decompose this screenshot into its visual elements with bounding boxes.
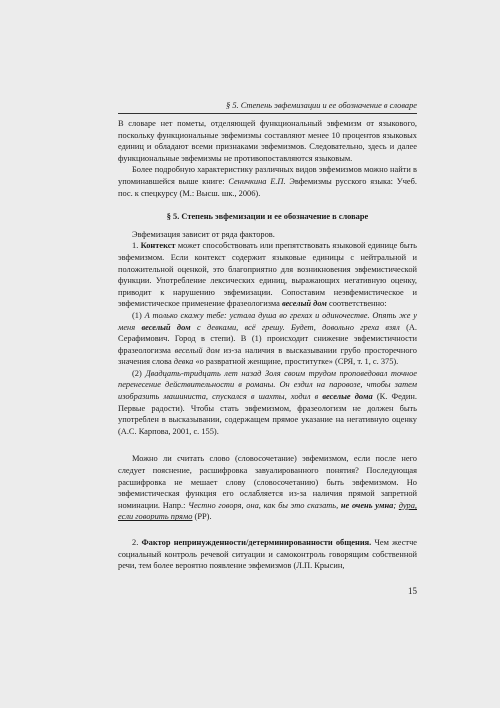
text-span: Чем жестче социальный контроль речевой ситуации и самоконтроль говорящим собственной речи, тем более вероятно появление эвфемизмов (Л.П. Крысин, bbox=[118, 538, 417, 571]
idiom-term: веселые дома bbox=[322, 392, 373, 402]
idiom-term: веселый дом bbox=[281, 299, 327, 309]
text-span: Эвфемизмы русского языка: Учеб. пос. к спецкурсу (М.: Высш. шк., 2006). bbox=[118, 176, 417, 198]
section-heading: § 5. Степень эвфемизации и ее обозначение в словаре bbox=[166, 212, 369, 222]
paragraph-intro: Эвфемизация зависит от ряда факторов. bbox=[132, 229, 275, 239]
factor-term: Контекст bbox=[140, 241, 176, 251]
paragraph-factor-informality bbox=[118, 537, 417, 572]
factor-term: Фактор непринужденности/детерминированности общения. bbox=[141, 538, 372, 547]
word-term: девка bbox=[173, 357, 194, 367]
text-span: (РР). bbox=[192, 512, 212, 522]
running-header: § 5. Степень эвфемизации и ее обозначение в словаре bbox=[226, 101, 417, 110]
text-span: (А. Серафимович. Город в степи). В (1) происходит снижение эвфемистичности фразеологизма bbox=[118, 322, 417, 355]
text-span: 1. bbox=[132, 241, 141, 251]
text-span: Можно ли считать слово (словосочетание) эвфемизмом, если после него следует пояснение, расшифровка завуалированного понятия? Последующая расшифровка не мешает слову (словосочетанию) быть эвфемизмом. Но эвфемистическая функция его ослабляется из-за наличия прямой запретной номинации. Напр.: bbox=[118, 454, 417, 510]
paragraph-explanation bbox=[118, 453, 417, 523]
paragraph-reference bbox=[118, 164, 417, 199]
underlined-quote: дура, если говорить прямо bbox=[118, 500, 417, 522]
idiom-term: веселый дом bbox=[174, 345, 220, 355]
text-span: соответственно: bbox=[326, 299, 387, 309]
quote-text: ; bbox=[393, 500, 399, 510]
idiom-term: веселый дом bbox=[141, 322, 191, 332]
text-span: (1) bbox=[132, 310, 145, 320]
page-body bbox=[118, 118, 417, 572]
author-name: Сеничкина Е.П. bbox=[228, 176, 286, 186]
paragraph-functional-euphemism: В словаре нет пометы, отделяющей функциональный эвфемизм от языкового, поскольку функциональные эвфемизмы составляют менее 10 процентов языковых единиц и обладают всеми признаками эвфемизмов. Следовательно, здесь и далее функциональные эвфемизмы не противопоставляются языковым. bbox=[118, 119, 417, 163]
text-span: «о развратной женщине, проститутке» (СРЯ, т. 1, с. 375). bbox=[193, 357, 399, 367]
paragraph-example-2 bbox=[118, 368, 417, 438]
quote-text: с девками, всё грешу. Будет, довольно греха взял bbox=[190, 322, 400, 332]
idiom-term: не очень умна bbox=[340, 500, 394, 510]
text-span: Более подробную характеристику различных видов эвфемизмов можно найти в упоминавшейся выше книге: bbox=[118, 165, 417, 186]
text-span: (2) bbox=[132, 368, 146, 378]
paragraph-factor-context bbox=[118, 240, 417, 310]
text-span: из-за наличия в высказывании грубо просторечного значения слова bbox=[118, 345, 417, 367]
paragraph-example-1 bbox=[118, 310, 417, 368]
text-span: 2. bbox=[132, 538, 142, 547]
header-rule bbox=[118, 113, 417, 114]
text-span: (К. Федин. Первые радости). Чтобы стать эвфемизмом, фразеологизм не должен быть употреблен в высказывании, содержащем прямое указание на негативную оценку (А.С. Карпова, 2001, с. 155). bbox=[118, 392, 417, 436]
page-number: 15 bbox=[408, 586, 417, 596]
text-span: может способствовать или препятствовать языковой единице быть эвфемизмом. Если контекст содержит языковые единицы с нейтральной и положительной оценкой, это благоприятно для возникновения эвфемистической функции. Употребление лексических единиц, выражающих негативную оценку, приводит к нарушению эвфемизации. Сопоставим неэвфемистическое и эвфемистическое применение фразеологизма bbox=[118, 241, 418, 309]
quote-text: Двадцать-тридцать лет назад Золя своим трудом проповедовал точное перенесение действительности в романы. Он ездил на паровозе, чтобы затем изобразить машиниста, спускался в шахты, ходил в bbox=[118, 368, 417, 402]
quote-text: Честно говоря, она, как бы это сказать, bbox=[188, 500, 341, 510]
quote-text: А только скажу тебе: устала душа во грехах и одиночестве. Опять же у меня bbox=[118, 310, 418, 332]
